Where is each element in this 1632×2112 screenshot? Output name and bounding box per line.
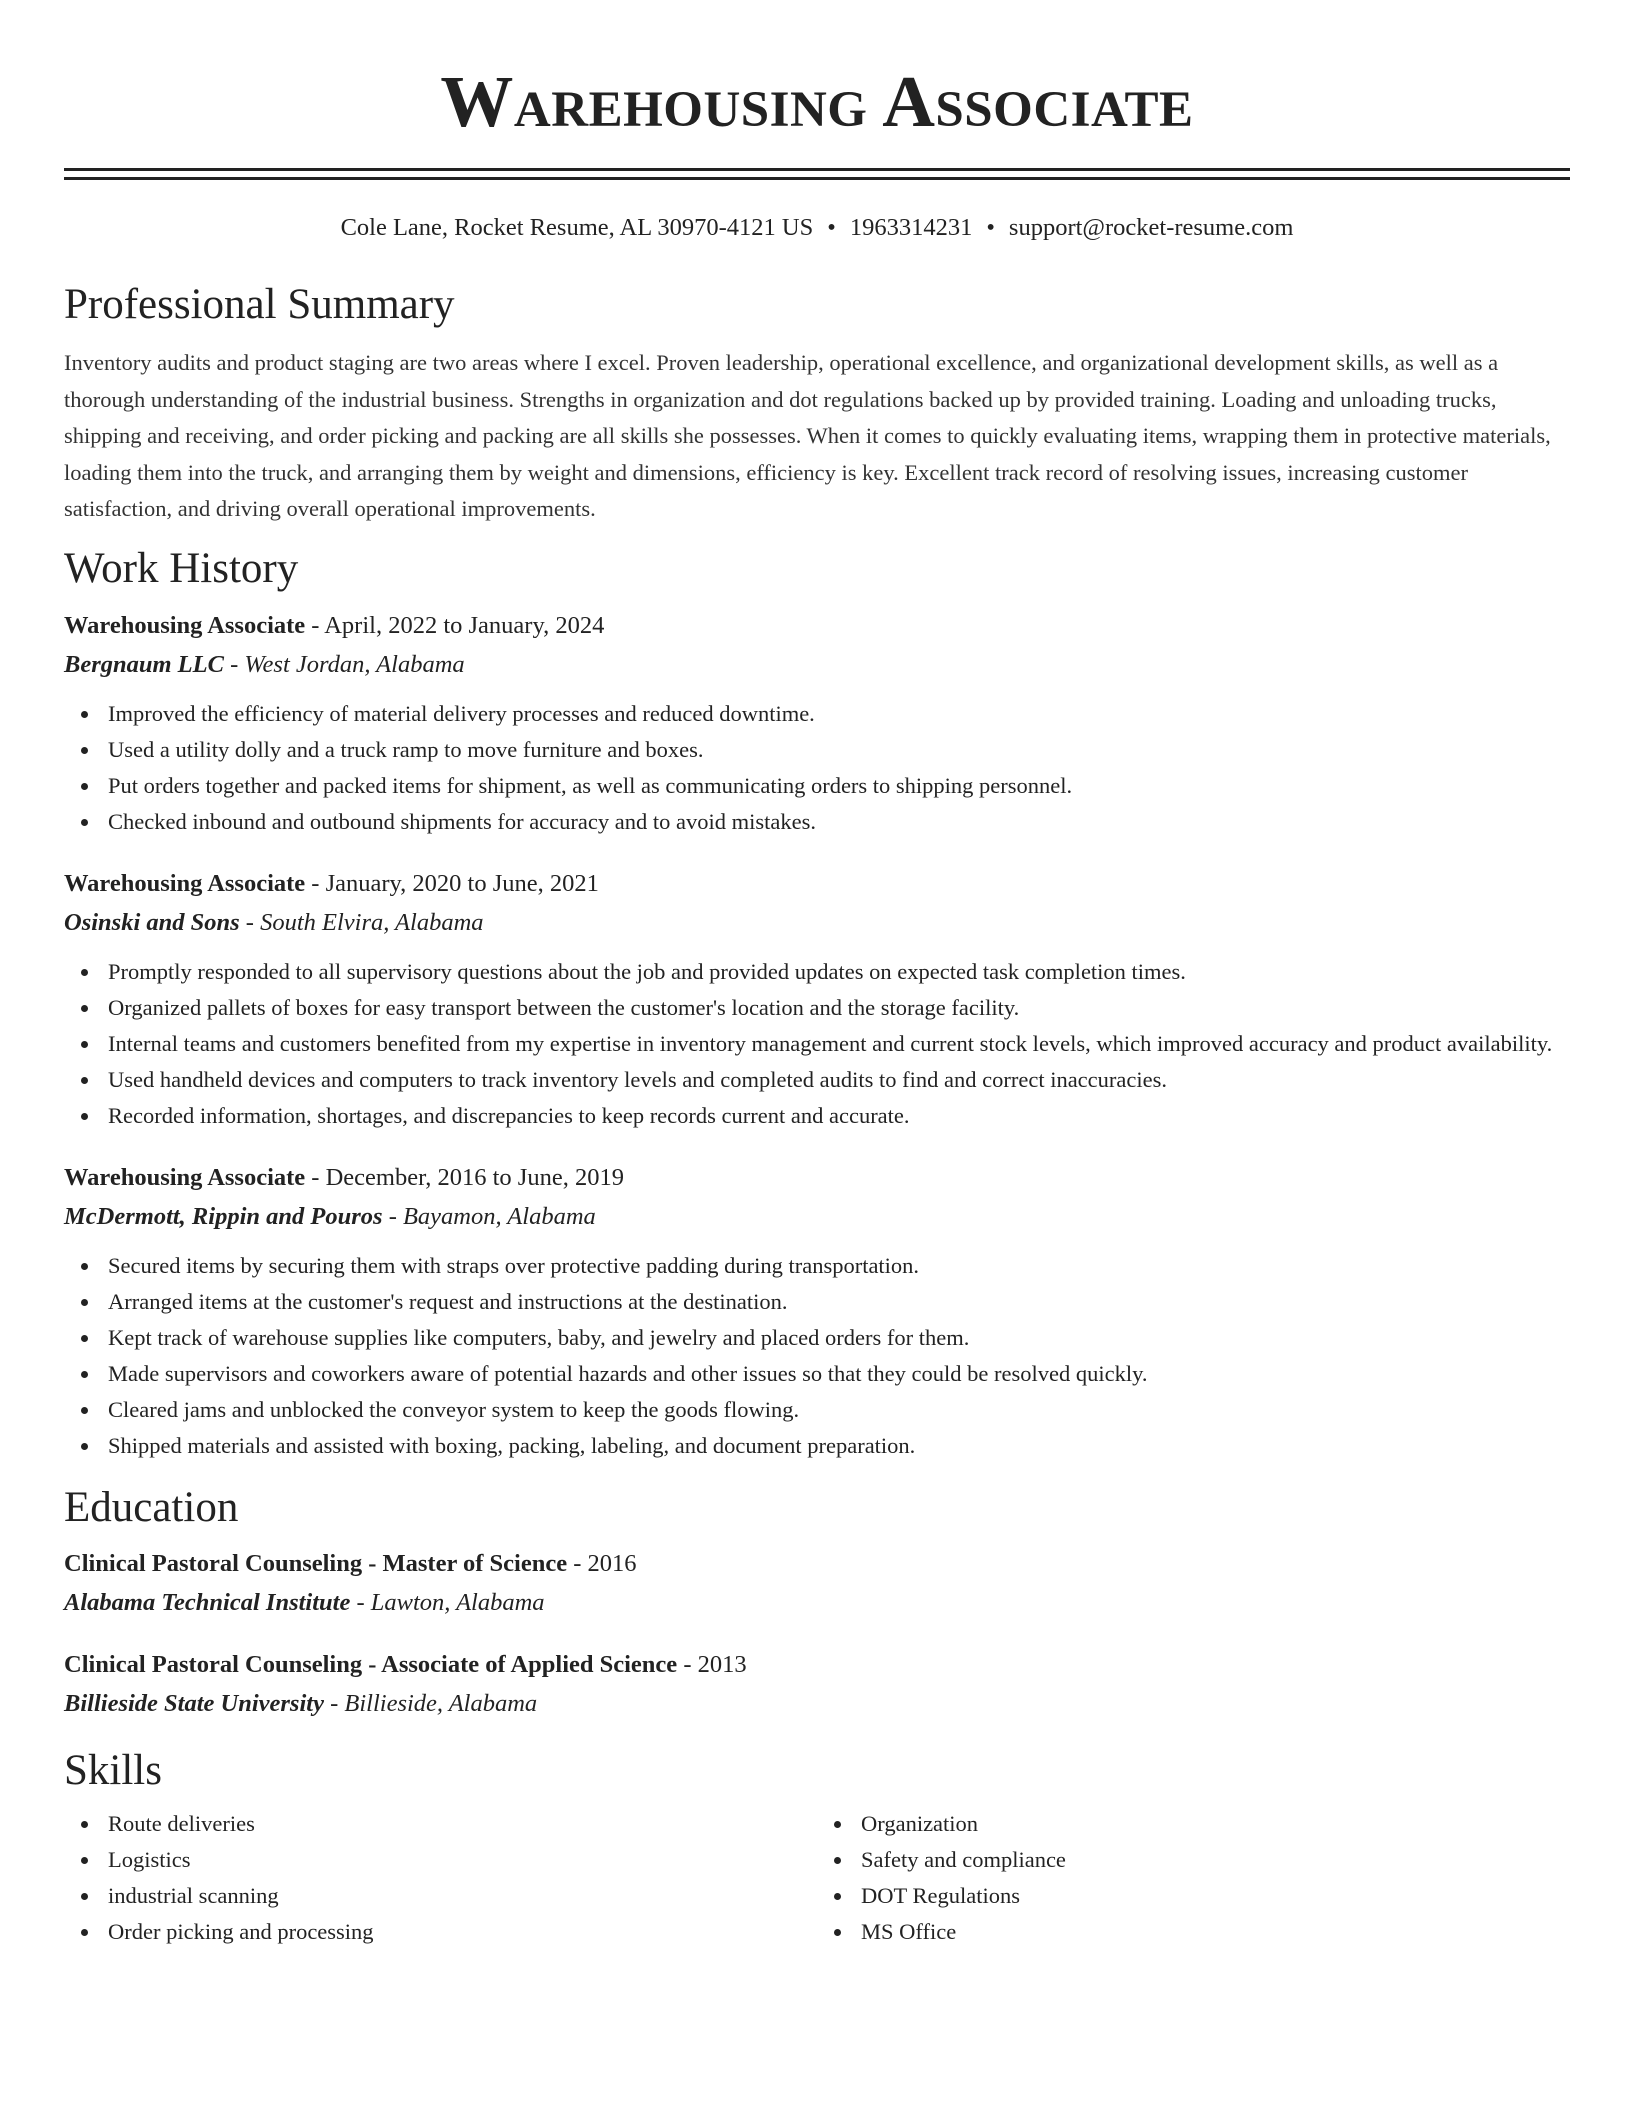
resume-title: Warehousing Associate xyxy=(440,61,1194,142)
job-employer xyxy=(64,1197,1570,1237)
education-year: - 2016 xyxy=(567,1549,637,1577)
contact-email: support@rocket-resume.com xyxy=(1008,214,1294,241)
contact-line xyxy=(64,213,1570,243)
education-school-line xyxy=(64,1583,1570,1623)
education-header xyxy=(64,1545,1570,1583)
skills-column-right xyxy=(817,1800,1570,1950)
resume-page xyxy=(64,0,1570,1950)
education-degree: Clinical Pastoral Counseling - Associate of Applied Science xyxy=(64,1650,678,1678)
contact-phone: 1963314231 xyxy=(849,214,973,241)
job-company: Bergnaum LLC xyxy=(64,650,224,678)
job-duties-list xyxy=(64,1248,1570,1464)
job-location: - Bayamon, Alabama xyxy=(382,1202,596,1230)
job-employer xyxy=(64,645,1570,685)
education-year: - 2013 xyxy=(677,1650,747,1678)
job-location: - South Elvira, Alabama xyxy=(239,908,484,936)
job-company: McDermott, Rippin and Pouros xyxy=(64,1202,383,1230)
skills-column-left xyxy=(64,1800,817,1950)
list-item: Put orders together and packed items for shipment, as well as communicating orders to shipping personnel. xyxy=(108,768,1570,804)
education-school-line xyxy=(64,1684,1570,1724)
list-item: Recorded information, shortages, and discrepancies to keep records current and accurate. xyxy=(108,1098,1570,1134)
work-history-heading: Work History xyxy=(64,544,299,592)
list-item: Used handheld devices and computers to track inventory levels and completed audits to find and correct inaccuracies. xyxy=(108,1062,1570,1098)
education-heading: Education xyxy=(64,1483,239,1531)
list-item: Secured items by securing them with straps over protective padding during transportation. xyxy=(108,1248,1570,1284)
job-entry xyxy=(64,607,1570,840)
list-item: Cleared jams and unblocked the conveyor system to keep the goods flowing. xyxy=(108,1392,1570,1428)
list-item: Arranged items at the customer's request and instructions at the destination. xyxy=(108,1284,1570,1320)
summary-text: Inventory audits and product staging are two areas where I excel. Proven leadership, operational excellence, and organizational development skills, as well as a thorough understanding of the industrial business. Strengths in organization and dot regulations backed up by provided training. Loading and unloading trucks, shipping and receiving, and order picking and packing are all skills she possesses. When it comes to quickly evaluating items, wrapping them in protective materials, loading them into the truck, and arranging them by weight and dimensions, efficiency is key. Excellent track record of resolving issues, increasing customer satisfaction, and driving overall operational improvements. xyxy=(64,350,1551,521)
job-duties-list xyxy=(64,954,1570,1134)
job-header xyxy=(64,1159,1570,1197)
job-header xyxy=(64,607,1570,645)
list-item: Used a utility dolly and a truck ramp to move furniture and boxes. xyxy=(108,732,1570,768)
list-item: Kept track of warehouse supplies like computers, baby, and jewelry and placed orders for them. xyxy=(108,1320,1570,1356)
contact-address: Cole Lane, Rocket Resume, AL 30970-4121 US xyxy=(340,214,814,241)
education-school: Billieside State University xyxy=(64,1689,324,1717)
list-item: DOT Regulations xyxy=(861,1878,1570,1914)
education-location: - Lawton, Alabama xyxy=(350,1588,545,1616)
job-duties-list xyxy=(64,696,1570,840)
education-entry xyxy=(64,1545,1570,1623)
list-item: Checked inbound and outbound shipments for accuracy and to avoid mistakes. xyxy=(108,804,1570,840)
job-dates: - April, 2022 to January, 2024 xyxy=(305,611,605,639)
skills-list xyxy=(64,1806,817,1950)
education-header xyxy=(64,1646,1570,1684)
job-entry xyxy=(64,1159,1570,1464)
job-dates: - December, 2016 to June, 2019 xyxy=(305,1163,624,1191)
list-item: Order picking and processing xyxy=(108,1914,817,1950)
education-location: - Billieside, Alabama xyxy=(323,1689,538,1717)
job-title: Warehousing Associate xyxy=(64,869,306,897)
contact-separator: • xyxy=(986,214,995,241)
education-degree: Clinical Pastoral Counseling - Master of Science xyxy=(64,1549,568,1577)
job-title: Warehousing Associate xyxy=(64,1163,306,1191)
skills-grid xyxy=(64,1800,1570,1950)
list-item: Organization xyxy=(861,1806,1570,1842)
job-company: Osinski and Sons xyxy=(64,908,240,936)
list-item: Safety and compliance xyxy=(861,1842,1570,1878)
list-item: Improved the efficiency of material delivery processes and reduced downtime. xyxy=(108,696,1570,732)
list-item: Internal teams and customers benefited from my expertise in inventory management and current stock levels, which improved accuracy and product availability. xyxy=(108,1026,1570,1062)
summary-heading: Professional Summary xyxy=(64,281,455,328)
list-item: Shipped materials and assisted with boxing, packing, labeling, and document preparation. xyxy=(108,1428,1570,1464)
skills-list xyxy=(817,1806,1570,1950)
job-employer xyxy=(64,903,1570,943)
title-divider-top xyxy=(64,168,1570,171)
list-item: MS Office xyxy=(861,1914,1570,1950)
list-item: Promptly responded to all supervisory questions about the job and provided updates on expected task completion times. xyxy=(108,954,1570,990)
job-location: - West Jordan, Alabama xyxy=(223,650,465,678)
education-entry xyxy=(64,1646,1570,1724)
job-entry xyxy=(64,865,1570,1134)
education-school: Alabama Technical Institute xyxy=(64,1588,351,1616)
job-dates: - January, 2020 to June, 2021 xyxy=(305,869,599,897)
list-item: Made supervisors and coworkers aware of potential hazards and other issues so that they could be resolved quickly. xyxy=(108,1356,1570,1392)
list-item: Logistics xyxy=(108,1842,817,1878)
contact-separator: • xyxy=(827,214,836,241)
skills-heading: Skills xyxy=(64,1746,162,1794)
list-item: Route deliveries xyxy=(108,1806,817,1842)
title-divider-bottom xyxy=(64,177,1570,180)
job-title: Warehousing Associate xyxy=(64,611,306,639)
list-item: Organized pallets of boxes for easy transport between the customer's location and the storage facility. xyxy=(108,990,1570,1026)
job-header xyxy=(64,865,1570,903)
list-item: industrial scanning xyxy=(108,1878,817,1914)
